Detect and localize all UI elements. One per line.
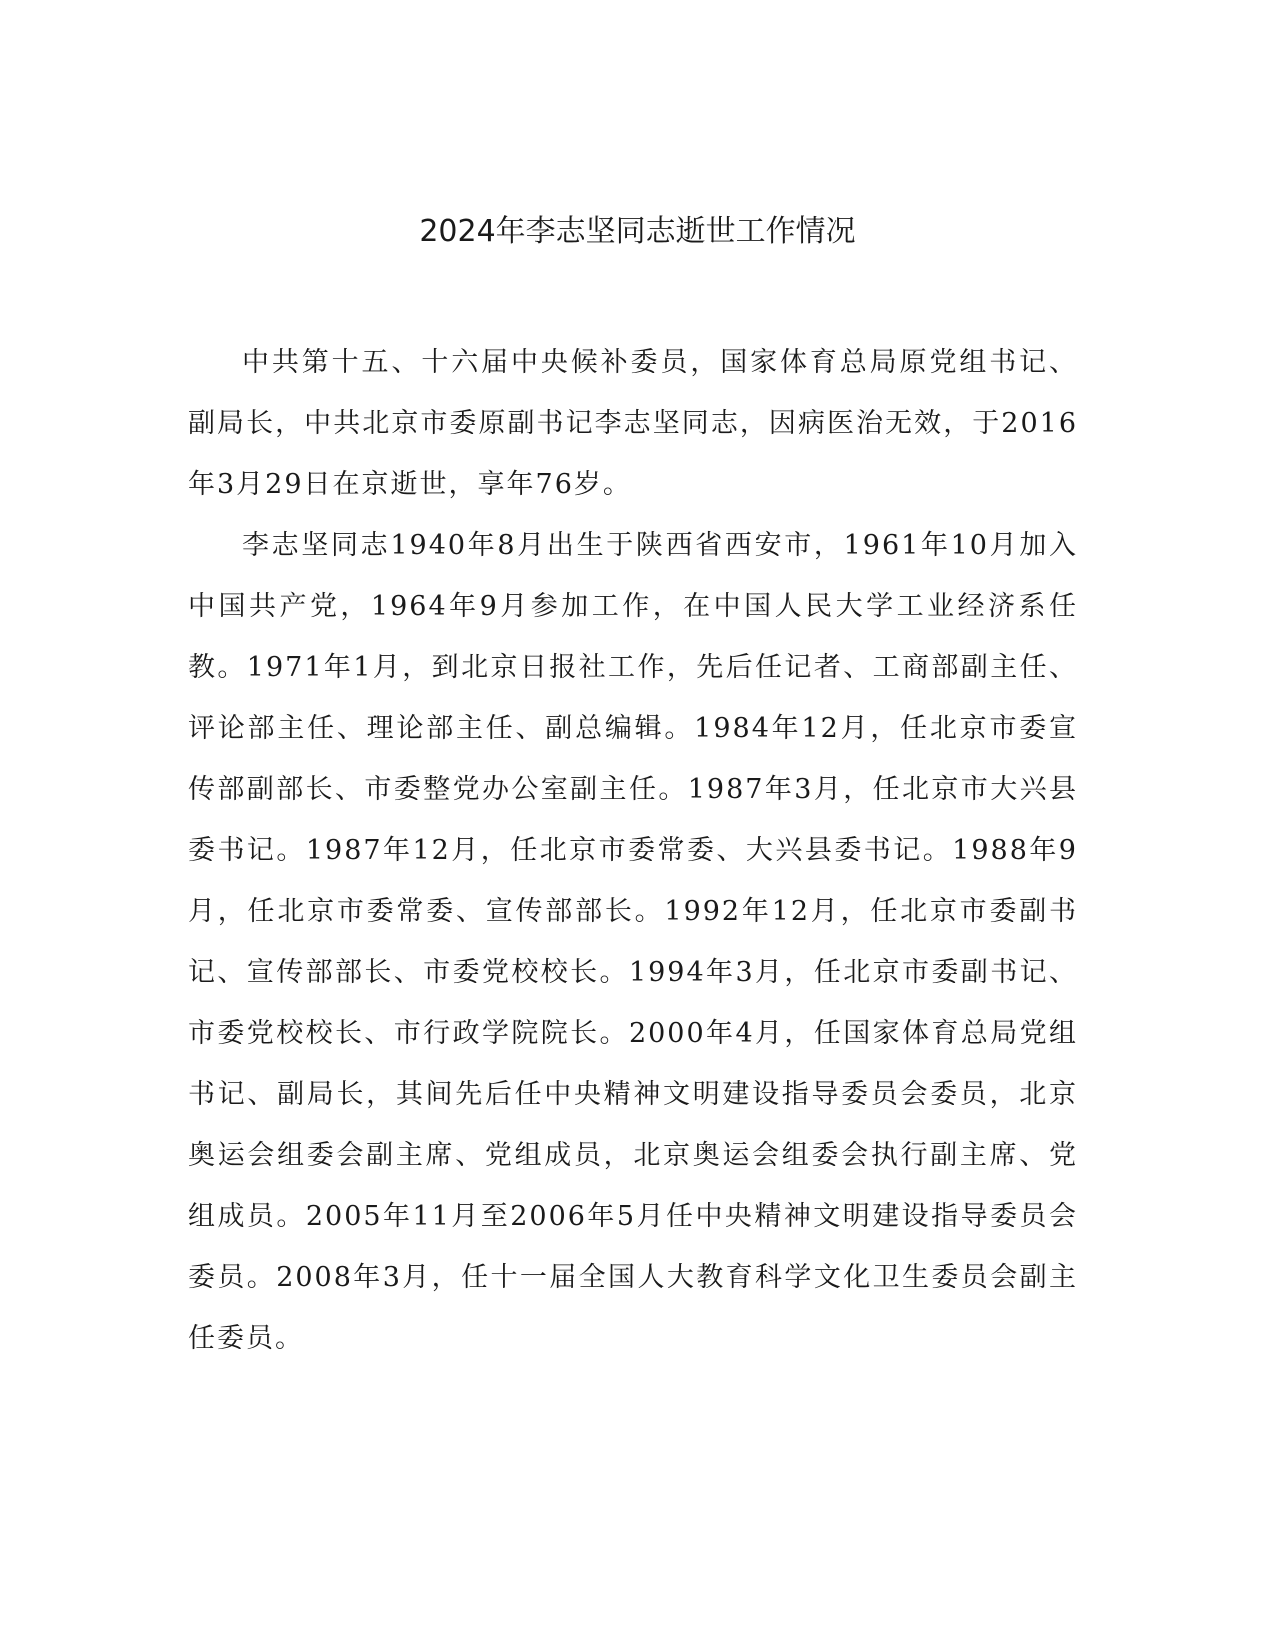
paragraph-obituary-intro: 中共第十五、十六届中央候补委员，国家体育总局原党组书记、副局长，中共北京市委原副书记李志坚同志，因病医治无效，于2016年3月29日在京逝世，享年76岁。: [188, 347, 1078, 500]
document-body: [188, 332, 1078, 1369]
paragraph-biography: 李志坚同志1940年8月出生于陕西省西安市，1961年10月加入中国共产党，1964年9月参加工作，在中国人民大学工业经济系任教。1971年1月，到北京日报社工作，先后任记者、工商部副主任、评论部主任、理论部主任、副总编辑。1984年12月，任北京市委宣传部副部长、市委整党办公室副主任。1987年3月，任北京市大兴县委书记。1987年12月，任北京市委常委、大兴县委书记。1988年9月，任北京市委常委、宣传部部长。1992年12月，任北京市委副书记、宣传部部长、市委党校校长。1994年3月，任北京市委副书记、市委党校校长、市行政学院院长。2000年4月，任国家体育总局党组书记、副局长，其间先后任中央精神文明建设指导委员会委员，北京奥运会组委会副主席、党组成员，北京奥运会组委会执行副主席、党组成员。2005年11月至2006年5月任中央精神文明建设指导委员会委员。2008年3月，任十一届全国人大教育科学文化卫生委员会副主任委员。: [188, 530, 1078, 1354]
document-title: 2024年李志坚同志逝世工作情况: [419, 214, 856, 249]
